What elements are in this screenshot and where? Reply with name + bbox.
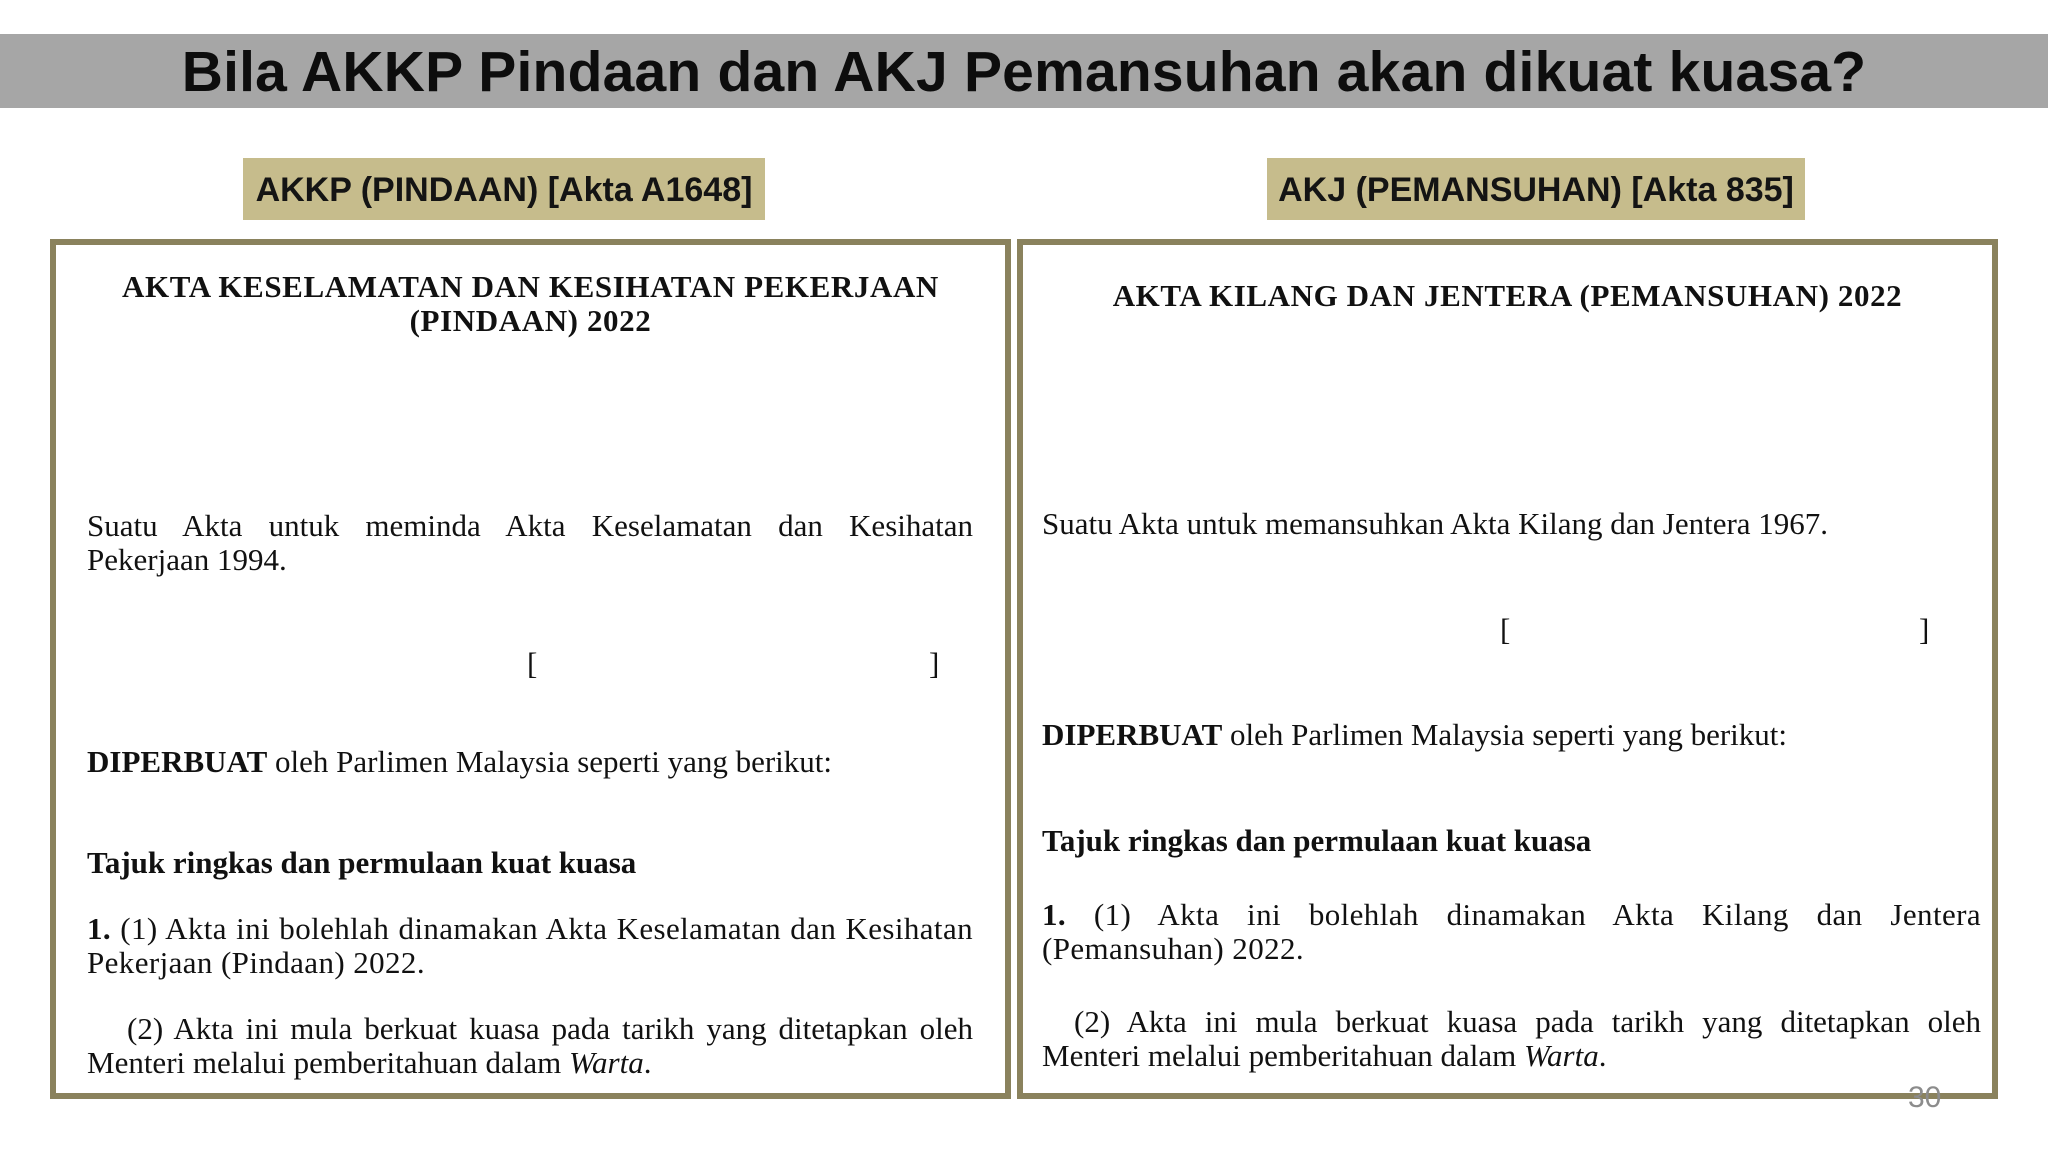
section-number: 1. <box>87 911 112 946</box>
document-panel-akkp <box>50 239 1011 1099</box>
warta-italic: Warta <box>569 1045 644 1080</box>
subsection-2-text: (2) Akta ini mula berkuat kuasa pada tarikh yang ditetapkan oleh Menteri melalui pemberitahuan dalam <box>87 1011 973 1080</box>
section-1-subsection-1 <box>87 912 973 980</box>
enacting-text: oleh Parlimen Malaysia seperti yang berikut: <box>1222 717 1788 752</box>
slide-title: Bila AKKP Pindaan dan AKJ Pemansuhan akan dikuat kuasa? <box>181 40 1867 104</box>
label-akkp-pindaan: AKKP (PINDAAN) [Akta A1648] <box>243 158 765 220</box>
section-heading: Tajuk ringkas dan permulaan kuat kuasa <box>1042 823 1592 858</box>
subsection-1-text: (1) Akta ini bolehlah dinamakan Akta Keselamatan dan Kesihatan Pekerjaan (Pindaan) 2022. <box>87 911 973 980</box>
act-title: AKTA KILANG DAN JENTERA (PEMANSUHAN) 2022 <box>1112 278 1903 313</box>
act-purpose: Suatu Akta untuk meminda Akta Keselamatan dan Kesihatan Pekerjaan 1994. <box>87 508 973 577</box>
subsection-2-end: . <box>1598 1038 1607 1073</box>
enacting-bold: DIPERBUAT <box>87 744 268 779</box>
enacting-clause <box>1042 718 1981 752</box>
enacting-text: oleh Parlimen Malaysia seperti yang berikut: <box>267 744 833 779</box>
section-1-subsection-2 <box>87 1012 973 1080</box>
act-purpose: Suatu Akta untuk memansuhkan Akta Kilang dan Jentera 1967. <box>1042 506 1829 541</box>
enacting-clause <box>87 745 973 779</box>
subsection-1-text: (1) Akta ini bolehlah dinamakan Akta Kilang dan Jentera (Pemansuhan) 2022. <box>1042 897 1981 966</box>
section-1-subsection-2 <box>1042 1005 1981 1073</box>
warta-italic: Warta <box>1524 1038 1599 1073</box>
enacting-bold: DIPERBUAT <box>1042 717 1223 752</box>
bracket-open: [ <box>1500 612 1511 647</box>
subsection-2-text: (2) Akta ini mula berkuat kuasa pada tarikh yang ditetapkan oleh Menteri melalui pemberitahuan dalam <box>1042 1004 1981 1073</box>
section-heading: Tajuk ringkas dan permulaan kuat kuasa <box>87 845 637 880</box>
bracket-close: ] <box>929 646 940 681</box>
act-title-line-2: (PINDAAN) 2022 <box>409 303 652 338</box>
act-title <box>76 270 985 338</box>
document-panel-akj <box>1017 239 1998 1099</box>
title-bar <box>0 34 2048 108</box>
subsection-2-end: . <box>643 1045 652 1080</box>
page-number: 30 <box>1908 1084 1942 1114</box>
section-number: 1. <box>1042 897 1067 932</box>
section-1-subsection-1 <box>1042 898 1981 966</box>
bracket-close: ] <box>1919 612 1930 647</box>
label-akj-pemansuhan: AKJ (PEMANSUHAN) [Akta 835] <box>1267 158 1805 220</box>
bracket-open: [ <box>527 646 538 681</box>
act-title-line-1: AKTA KESELAMATAN DAN KESIHATAN PEKERJAAN <box>122 269 939 304</box>
